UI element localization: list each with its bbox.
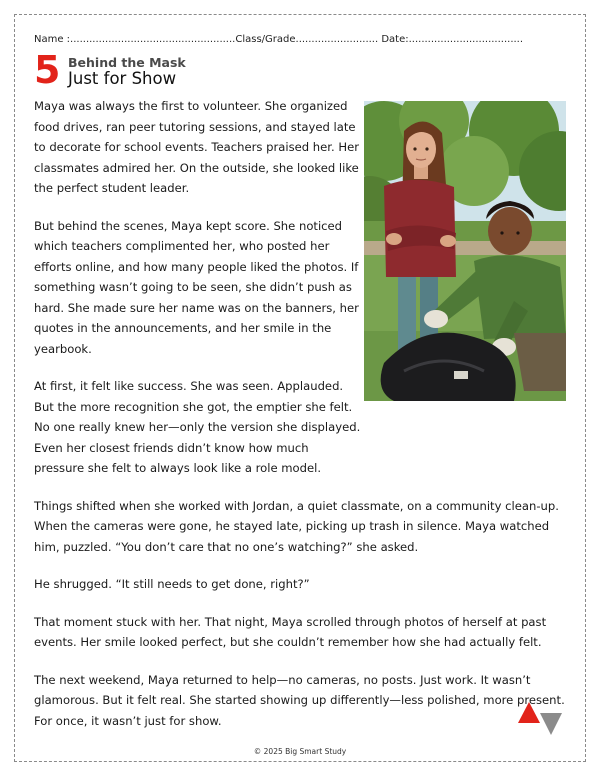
student-info-line: Name :....................................................Class/Grade.......................... Date:....................................: [34, 34, 524, 45]
story-paragraph: Things shifted when she worked with Jordan, a quiet classmate, on a community clean-up. When the cameras were gone, he stayed late, picking up trash in silence. Maya watched him, puzzled. “You don’t care that no one’s watching?” she asked.: [34, 498, 559, 554]
lesson-number: 5: [34, 48, 61, 92]
story-paragraph: He shrugged. “It still needs to get done, right?”: [34, 577, 310, 591]
arrow-up-icon[interactable]: [518, 702, 540, 723]
cleanup-scene-image: [364, 101, 566, 401]
story-paragraph: At first, it felt like success. She was seen. Applauded. But the more recognition she got, the emptier she felt. No one really knew her—only the version she displayed. Even her closest friends didn’t know how much pressure she felt to always look like a role model.: [34, 379, 361, 475]
lesson-subtitle: Behind the Mask: [68, 55, 186, 70]
copyright-footer: © 2025 Big Smart Study: [253, 747, 347, 756]
story-paragraph: But behind the scenes, Maya kept score. She noticed which teachers complimented her, who posted her efforts online, and how many people liked the photos. If something wasn’t going to be seen, she didn’t push as hard. She made sure her name was on the banners, her quotes in the announcements, and her smile in the yearbook.: [34, 218, 359, 356]
arrow-down-icon[interactable]: [540, 713, 562, 735]
lesson-title: Just for Show: [68, 69, 177, 88]
story-illustration: [364, 101, 566, 401]
story-paragraph: That moment stuck with her. That night, Maya scrolled through photos of herself at past events. Her smile looked perfect, but she couldn’t remember how she had actually felt.: [34, 614, 547, 649]
page-navigation: [518, 702, 566, 738]
story-paragraph: Maya was always the first to volunteer. She organized food drives, ran peer tutoring sessions, and stayed late to decorate for school events. Teachers praised her. Her classmates admired her. On the outside, she looked like the perfect student leader.: [34, 99, 359, 195]
story-paragraph: The next weekend, Maya returned to help—no cameras, no posts. Just work. It wasn’t glamorous. But it felt real. She started showing up differently—less polished, more present. For once, it wasn’t just for show.: [34, 672, 565, 728]
